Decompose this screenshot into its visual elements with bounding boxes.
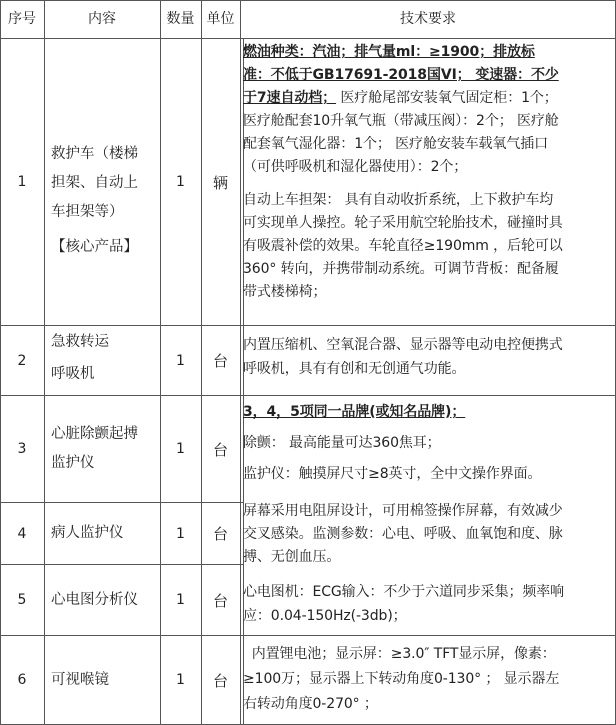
row3-name-line: 监护仪: [51, 455, 95, 471]
row1-name: [44, 140, 160, 262]
req-line: ≥100万；显示器上下转动角度0-130° ； 显示器左: [243, 671, 560, 687]
row2-name-line: 急救转运: [51, 334, 109, 350]
row4-unit: 台: [212, 525, 228, 543]
stretcher-line: 带式楼梯椅；: [243, 284, 327, 300]
req-line: 医疗舱配套10升氧气瓶（带减压阀）：2个； 医疗舱: [243, 113, 559, 129]
brand-note: 3，4，5项同一品牌(或知名品牌)；: [243, 404, 466, 420]
fuel-spec-line-mixed: 于7速自动档； 医疗舱尾部安装氧气固定柜：1个；: [243, 90, 558, 106]
rule-header-bottom: [0, 38, 616, 39]
fuel-spec-line: 准：不低于GB17691-2018国VI； 变速器：不少: [243, 67, 559, 83]
row2-unit: 台: [212, 352, 228, 370]
row3-no: 3: [17, 441, 27, 457]
row5-qty: 1: [176, 592, 185, 608]
row6-qty: 1: [176, 672, 185, 688]
row1-name-line: 担架、自动上: [51, 175, 138, 191]
req-line: 右转动角度0-270° ；: [243, 696, 378, 712]
header-no: 序号: [8, 11, 36, 27]
req-line: 交叉感染。监测参数：心电、呼吸、血氧饱和度、脉: [243, 526, 563, 542]
row3-unit: 台: [212, 440, 228, 459]
row1-no: 1: [17, 174, 27, 190]
req-line: 配套氧气湿化器：1个； 医疗舱安装车载氧气插口: [243, 136, 549, 152]
header-qty: 数量: [166, 11, 195, 27]
row4-requirements: [243, 500, 615, 569]
row2-no: 2: [17, 352, 27, 369]
row4-name: [44, 503, 160, 564]
row2-name: [44, 326, 160, 390]
req-line: 心电图机：ECG输入：不少于六道同步采集；频率响: [243, 584, 565, 600]
row3-name-line: 心脏除颤起搏: [51, 426, 138, 442]
row1-qty: 1: [176, 174, 185, 190]
row1-requirements: [243, 41, 615, 304]
stretcher-line: 360° 转向，并携带制动系统。可调节背板：配备履: [243, 261, 559, 277]
rule-col4: [240, 0, 241, 725]
req-line: 屏幕采用电阻屏设计，可用棉签操作屏幕，有效减少: [243, 503, 563, 519]
row5-name-line: 心电图分析仪: [51, 591, 138, 608]
rule-row2-bottom: [0, 395, 616, 396]
req-line: 内置压缩机、空氧混合器、显示器等电动电控便携式: [243, 337, 563, 353]
row6-unit: 台: [212, 671, 228, 690]
row6-name-line: 可视喉镜: [51, 671, 109, 688]
header-requirements: 技术要求: [400, 11, 456, 27]
row6-name: [44, 636, 160, 724]
req-line: 内置锂电池；显示屏：≥3.0″ TFT显示屏，像素：: [243, 646, 556, 662]
header-unit: 单位: [206, 11, 235, 27]
req-line: 应：0.04-150Hz(-3db)；: [243, 608, 407, 624]
row1-unit: 辆: [212, 173, 228, 192]
row3-qty: 1: [176, 441, 185, 457]
core-product-tag: 【核心产品】: [51, 239, 138, 255]
row1-name-line: 救护车（楼梯: [51, 146, 138, 162]
stretcher-line: 自动上车担架： 具有自动收折系统，上下救护车均: [243, 192, 554, 208]
req-line: 呼吸机，具有有创和无创通气功能。: [243, 361, 466, 377]
row6-no: 6: [17, 672, 27, 688]
row2-name-line: 呼吸机: [51, 366, 95, 382]
row4-qty: 1: [176, 525, 185, 542]
row2-requirements: [243, 333, 615, 381]
row5-unit: 台: [212, 591, 228, 610]
row5-no: 5: [17, 592, 27, 608]
stretcher-line: 有吸震补偿的效果。车轮直径≥190mm ，后轮可以: [243, 238, 563, 254]
stretcher-line: 可实现单人操控。轮子采用航空轮胎技术，碰撞时具: [243, 215, 563, 231]
row2-qty: 1: [176, 352, 185, 369]
row4-no: 4: [17, 525, 27, 542]
row3-name: [44, 420, 160, 478]
header-content: 内容: [88, 11, 116, 27]
req-line: 除颤： 最高能量可达360焦耳；: [243, 435, 441, 451]
row4-name-line: 病人监护仪: [51, 525, 124, 541]
row5-requirements: [243, 580, 615, 628]
row1-name-line: 车担架等）: [51, 204, 124, 220]
row5-name: [44, 565, 160, 635]
req-line: 监护仪：触摸屏尺寸≥8英寸，全中文操作界面。: [243, 466, 542, 482]
req-line: （可供呼吸机和湿化器使用）：2个；: [243, 159, 468, 175]
row3-requirements: [243, 401, 615, 486]
fuel-spec-line: 燃油种类：汽油；排气量ml：≥1900；排放标: [243, 44, 535, 60]
row6-requirements: [243, 642, 615, 717]
req-line: 搏、无创血压。: [243, 549, 341, 565]
